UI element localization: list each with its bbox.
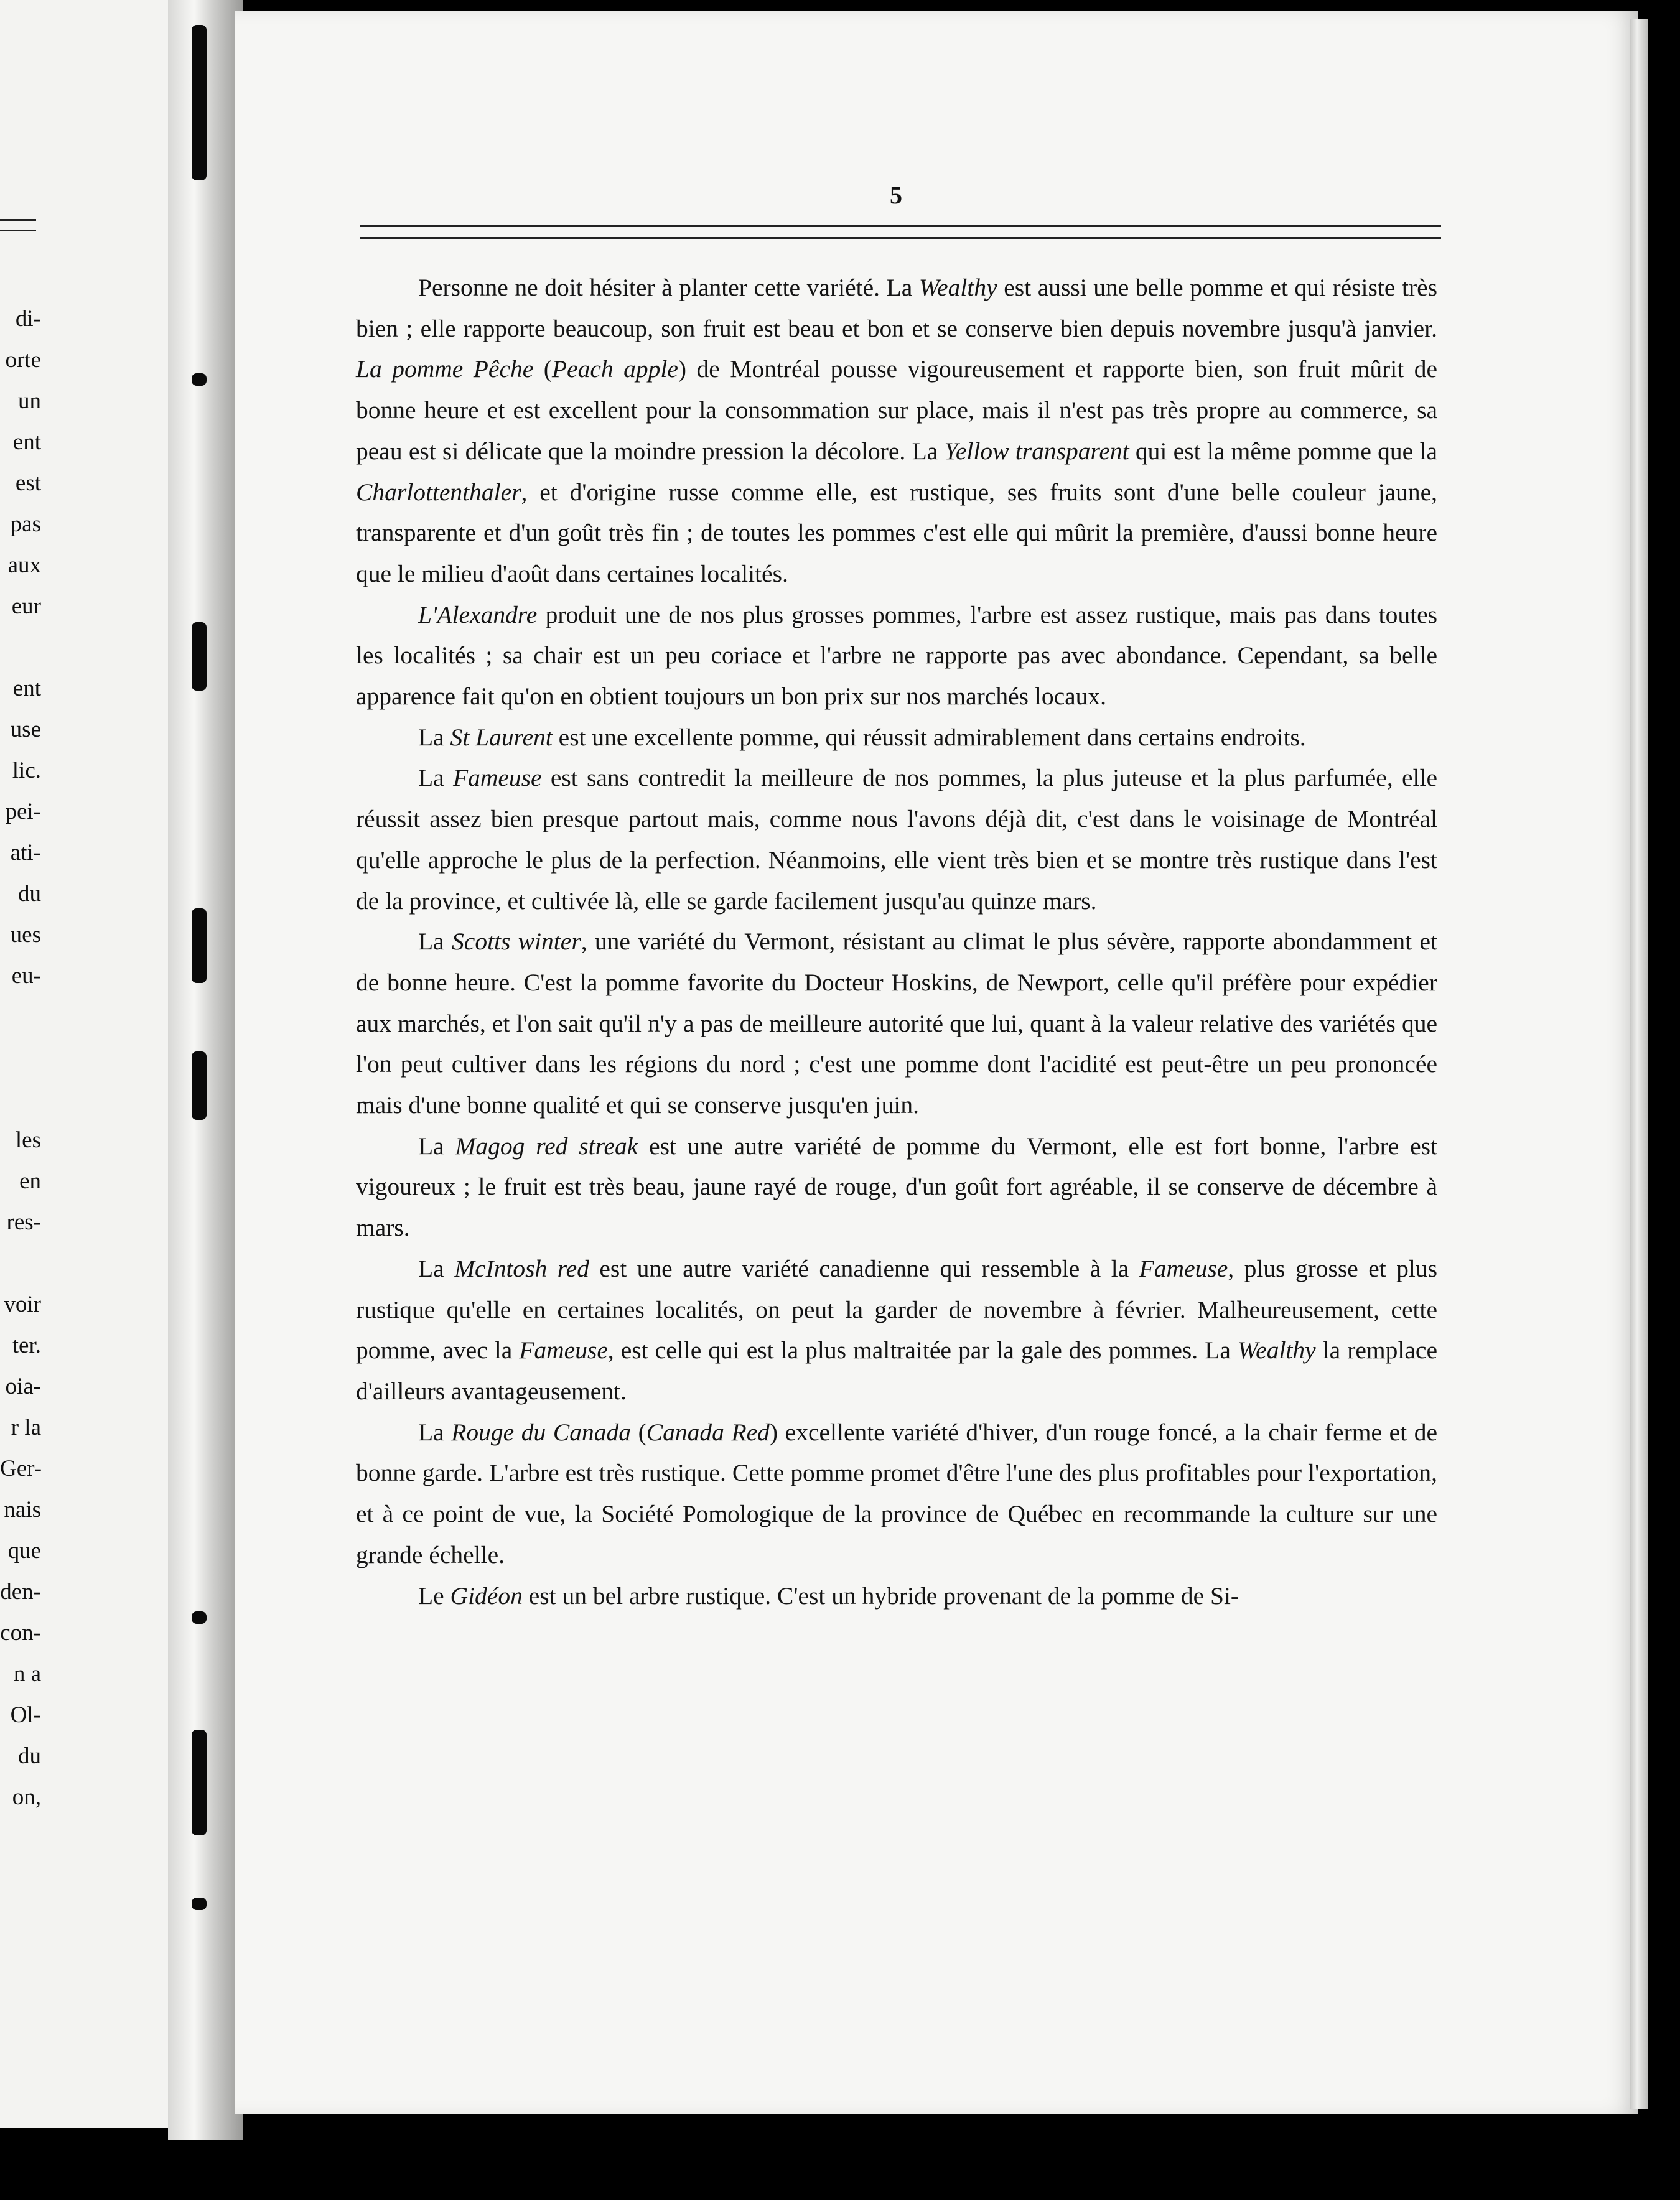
left-page-line-fragment: eur bbox=[11, 594, 41, 619]
left-page-line-fragment: voir bbox=[4, 1292, 41, 1317]
italic-variety-name: Rouge du Canada bbox=[451, 1418, 632, 1446]
text-run: , est celle qui est la plus maltraitée par la gale des pommes. La bbox=[607, 1336, 1238, 1364]
left-page-line-fragment: aux bbox=[7, 552, 41, 578]
italic-variety-name: St Laurent bbox=[450, 723, 553, 751]
binding-stitch bbox=[192, 622, 207, 691]
text-run: ( bbox=[631, 1418, 646, 1446]
text-run: ) de Montréal pousse vigoureusement et rapporte bien, son fruit mûrit de bonne heure et est excellent pour la consommation sur place, mais il n'est pas très propre au commerce, sa peau est si délicate que la moindre pression la décolore. La bbox=[356, 355, 1438, 465]
left-page-line-fragment: use bbox=[10, 717, 41, 742]
left-page-line-fragment: n a bbox=[13, 1661, 41, 1687]
italic-variety-name: Scotts winter bbox=[452, 928, 581, 956]
body-text bbox=[356, 268, 1437, 1616]
left-page-line-fragment: est bbox=[15, 470, 41, 496]
left-page-line-fragment: les bbox=[15, 1127, 41, 1153]
binding-stitch bbox=[192, 1730, 207, 1835]
binding-stitch bbox=[192, 1051, 207, 1120]
left-page-line-fragment: oia- bbox=[5, 1374, 41, 1399]
left-page-line-fragment bbox=[0, 997, 41, 1038]
paragraph bbox=[356, 1249, 1437, 1412]
page-edge bbox=[1630, 19, 1648, 2109]
text-run: La bbox=[418, 1418, 452, 1446]
left-page-line-fragment: di- bbox=[15, 306, 41, 332]
text-run: la remplace d'ailleurs avantageusement. bbox=[356, 1336, 1437, 1405]
paragraph bbox=[356, 1126, 1437, 1249]
italic-variety-name: Canada Red bbox=[646, 1418, 770, 1446]
italic-variety-name: Wealthy bbox=[1237, 1336, 1316, 1364]
left-page-line-fragment: Ol- bbox=[10, 1702, 41, 1728]
text-run: est une autre variété de pomme du Vermont, elle est fort bonne, l'arbre est vigoureux ; le fruit est très beau, jaune rayé de rouge, d'un goût fort agréable, il se conserve de décembre à mars. bbox=[356, 1132, 1437, 1242]
text-run: La bbox=[418, 1254, 455, 1282]
left-page-line-fragment: pas bbox=[10, 511, 41, 537]
left-page-line-fragment: res- bbox=[6, 1210, 41, 1235]
text-run: La bbox=[418, 723, 450, 751]
italic-variety-name: Fameuse bbox=[452, 764, 542, 792]
left-page-line-fragment: ent bbox=[12, 429, 41, 455]
left-page-line-fragment: en bbox=[19, 1168, 41, 1194]
text-run: La bbox=[418, 1132, 455, 1160]
binding-stitch bbox=[192, 373, 207, 386]
left-page-line-fragment bbox=[0, 1079, 41, 1120]
left-page-text-fragments bbox=[0, 299, 41, 1818]
text-run: La bbox=[418, 928, 452, 956]
italic-variety-name: Wealthy bbox=[918, 274, 997, 301]
paragraph bbox=[356, 717, 1437, 758]
text-run: La bbox=[418, 764, 453, 792]
italic-variety-name: L'Alexandre bbox=[418, 600, 538, 628]
text-run: qui est la même pomme que la bbox=[1129, 437, 1438, 465]
text-run: , plus grosse et plus rustique qu'elle en certaines localités, on peut la garder de novembre à février. Malheureusement, cette pomme, avec la bbox=[356, 1254, 1438, 1364]
text-run: ( bbox=[533, 355, 552, 383]
left-page-line-fragment bbox=[0, 1243, 41, 1284]
italic-variety-name: Gidéon bbox=[450, 1582, 523, 1610]
italic-variety-name: Fameuse bbox=[1139, 1254, 1228, 1282]
left-page-header-rule bbox=[0, 219, 36, 231]
left-page-line-fragment: con- bbox=[0, 1620, 41, 1646]
left-page-line-fragment: que bbox=[7, 1538, 41, 1564]
left-page-line-fragment: ati- bbox=[10, 840, 41, 865]
left-page-line-fragment: du bbox=[18, 881, 41, 907]
italic-variety-name: McIntosh red bbox=[454, 1254, 589, 1282]
text-run: est une excellente pomme, qui réussit admirablement dans certains endroits. bbox=[552, 723, 1306, 751]
left-page-line-fragment: un bbox=[18, 388, 41, 414]
paragraph bbox=[356, 1412, 1437, 1576]
paragraph bbox=[356, 921, 1437, 1126]
left-page-line-fragment: pei- bbox=[5, 799, 41, 824]
binding-stitch bbox=[192, 1898, 207, 1910]
left-page-line-fragment: ter. bbox=[12, 1333, 41, 1358]
text-run: est aussi une belle pomme et qui résiste très bien ; elle rapporte beaucoup, son fruit est beau et bon et se conserve bien depuis novembre jusqu'à janvier. bbox=[356, 274, 1437, 342]
paragraph bbox=[356, 595, 1437, 717]
binding-stitch bbox=[192, 25, 207, 180]
header-rule bbox=[360, 225, 1441, 239]
paragraph bbox=[356, 758, 1437, 921]
left-page-line-fragment: eu- bbox=[11, 963, 41, 989]
paragraph bbox=[356, 1576, 1437, 1617]
left-page-line-fragment: ues bbox=[10, 922, 41, 948]
paragraph bbox=[356, 268, 1437, 595]
left-page-line-fragment: lic. bbox=[12, 758, 41, 783]
left-page-line-fragment: ent bbox=[12, 676, 41, 701]
left-page-line-fragment: du bbox=[18, 1743, 41, 1769]
left-page-line-fragment: r la bbox=[11, 1415, 41, 1440]
page-number: 5 bbox=[890, 181, 902, 209]
left-page-line-fragment: Ger- bbox=[0, 1456, 42, 1481]
italic-variety-name: La pomme Pêche bbox=[356, 355, 534, 383]
left-page-line-fragment: nais bbox=[4, 1497, 41, 1522]
italic-variety-name: Magog red streak bbox=[455, 1132, 638, 1160]
text-run: ) excellente variété d'hiver, d'un rouge foncé, a la chair ferme et de bonne garde. L'arbre est très rustique. Cette pomme promet d'être l'une des plus profitables pour l'exportation, et à ce point de vue, la Société Pomologique de la province de Québec en recommande la culture sur une grande échelle. bbox=[356, 1418, 1437, 1568]
text-run: produit une de nos plus grosses pommes, l'arbre est assez rustique, mais pas dans toutes les localités ; sa chair est un peu coriace et l'arbre ne rapporte pas avec abondance. Cependant, sa belle apparence fait qu'on en obtient toujours un bon prix sur nos marchés locaux. bbox=[356, 600, 1437, 711]
left-page-line-fragment: den- bbox=[0, 1579, 41, 1605]
text-run: , et d'origine russe comme elle, est rustique, ses fruits sont d'une belle couleur jaune, transparente et d'un goût très fin ; de toutes les pommes c'est elle qui mûrit la première, d'aussi bonne heure que le milieu d'août dans certaines localités. bbox=[356, 478, 1437, 587]
italic-variety-name: Fameuse bbox=[519, 1336, 608, 1364]
left-page-line-fragment: on, bbox=[12, 1784, 41, 1810]
text-run: est une autre variété canadienne qui ressemble à la bbox=[589, 1254, 1139, 1282]
text-run: est un bel arbre rustique. C'est un hybride provenant de la pomme de Si- bbox=[522, 1582, 1239, 1610]
text-run: Personne ne doit hésiter à planter cette variété. La bbox=[418, 274, 919, 301]
text-run: est sans contredit la meilleure de nos pommes, la plus juteuse et la plus parfumée, elle réussit assez bien presque partout mais, comme nous l'avons déjà dit, c'est dans le voisinage de Montréal qu'elle approche le plus de la perfection. Néanmoins, elle vient très bien et se montre très rustique dans l'est de la province, et cultivée là, elle se garde facilement jusqu'au quinze mars. bbox=[356, 764, 1437, 915]
left-page-line-fragment bbox=[0, 1038, 41, 1079]
left-page-line-fragment bbox=[0, 627, 41, 668]
italic-variety-name: Charlottenthaler bbox=[356, 478, 521, 506]
binding-stitch bbox=[192, 908, 207, 983]
italic-variety-name: Peach apple bbox=[551, 355, 678, 383]
text-run: , une variété du Vermont, résistant au climat le plus sévère, rapporte abondamment et de bonne heure. C'est la pomme favorite du Docteur Hoskins, de Newport, celle qu'il préfère pour expédier aux marchés, et l'on sait qu'il n'y a pas de meilleure autorité que lui, quant à la valeur relative des variétés que l'on peut cultiver dans les régions du nord ; c'est une pomme dont l'acidité est peut-être un peu prononcée mais d'une bonne qualité et qui se conserve jusqu'en juin. bbox=[356, 928, 1437, 1119]
binding-stitch bbox=[192, 1611, 207, 1624]
left-page-line-fragment: orte bbox=[5, 347, 41, 373]
text-run: Le bbox=[418, 1582, 450, 1610]
italic-variety-name: Yellow transparent bbox=[944, 437, 1129, 465]
